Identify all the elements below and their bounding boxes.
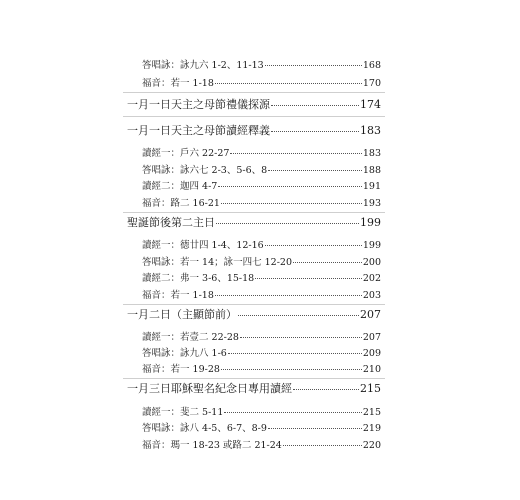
toc-entry-title: 讀經一：斐二 5-11: [142, 407, 224, 418]
section-divider: [123, 304, 385, 305]
leader-dots: [240, 337, 362, 338]
leader-dots: [218, 186, 362, 187]
leader-dots: [238, 315, 359, 316]
leader-dots: [230, 153, 361, 154]
toc-entry-title: 福音：若一 1-18: [142, 290, 214, 301]
section-divider: [123, 378, 385, 379]
toc-heading-title: 一月一日天主之母節禮儀探源: [127, 98, 270, 111]
leader-dots: [221, 203, 362, 204]
leader-dots: [283, 445, 362, 446]
leader-dots: [255, 278, 362, 279]
toc-heading-title: 一月二日（主顯節前）: [127, 308, 237, 321]
leader-dots: [293, 389, 359, 390]
toc-entry: [142, 407, 381, 419]
toc-entry: [142, 273, 381, 285]
toc-entry: [142, 290, 381, 302]
toc-entry-page: 202: [362, 273, 381, 284]
toc-entry-title: 答唱詠：詠八 4-5、6-7、8-9: [142, 423, 267, 434]
toc-section-heading: [127, 383, 381, 395]
toc-section-heading: [127, 125, 381, 137]
toc-entry-title: 福音：瑪一 18-23 或路二 21-24: [142, 440, 282, 451]
toc-heading-page: 207: [360, 308, 381, 321]
toc-entry: [142, 348, 381, 360]
leader-dots: [216, 223, 359, 224]
toc-entry: [142, 165, 381, 177]
toc-entry-page: 215: [362, 407, 381, 418]
toc-heading-page: 199: [360, 216, 381, 229]
toc-entry-title: 讀經一：德廿四 1-4、12-16: [142, 240, 264, 251]
section-divider: [123, 116, 385, 117]
toc-heading-page: 174: [360, 98, 381, 111]
leader-dots: [271, 131, 359, 132]
toc-heading-title: 聖誕節後第二主日: [127, 216, 215, 229]
toc-entry: [142, 148, 381, 160]
toc-entry: [142, 332, 381, 344]
section-divider: [123, 212, 385, 213]
toc-entry-page: 183: [362, 148, 381, 159]
toc-entry: [142, 364, 381, 376]
toc-entry-title: 讀經一：若壹二 22-28: [142, 332, 239, 343]
toc-entry: [142, 60, 381, 72]
toc-entry-page: 219: [362, 423, 381, 434]
toc-entry-title: 答唱詠：詠六七 2-3、5-6、8: [142, 165, 268, 176]
toc-entry-page: 209: [362, 348, 381, 359]
toc-entry-page: 200: [362, 257, 381, 268]
toc-section-heading: [127, 309, 381, 321]
toc-entry-page: 203: [362, 290, 381, 301]
leader-dots: [265, 65, 362, 66]
toc-entry-title: 讀經二：弗一 3-6、15-18: [142, 273, 255, 284]
leader-dots: [268, 170, 362, 171]
toc-entry-title: 福音：若一 19-28: [142, 364, 220, 375]
toc-entry-title: 答唱詠：詠九六 1-2、11-13: [142, 60, 264, 71]
toc-entry-page: 191: [362, 181, 381, 192]
toc-entry: [142, 181, 381, 193]
toc-entry-title: 答唱詠：若一 14；詠一四七 12-20: [142, 257, 293, 268]
toc-entry-page: 168: [362, 60, 381, 71]
toc-entry-page: 188: [362, 165, 381, 176]
leader-dots: [215, 83, 362, 84]
toc-entry: [142, 440, 381, 452]
toc-entry-page: 220: [362, 440, 381, 451]
toc-entry-page: 207: [362, 332, 381, 343]
toc-heading-title: 一月三日耶穌聖名紀念日專用讀經: [127, 382, 292, 395]
toc-section-heading: [127, 99, 381, 111]
toc-entry: [142, 240, 381, 252]
toc-entry: [142, 198, 381, 210]
leader-dots: [271, 105, 359, 106]
toc-heading-page: 215: [360, 382, 381, 395]
leader-dots: [215, 295, 362, 296]
toc-heading-page: 183: [360, 124, 381, 137]
toc-entry-title: 福音：若一 1-18: [142, 78, 214, 89]
leader-dots: [268, 428, 362, 429]
leader-dots: [224, 412, 361, 413]
toc-section-heading: [127, 217, 381, 229]
toc-entry-page: 199: [362, 240, 381, 251]
toc-entry-title: 答唱詠：詠九八 1-6: [142, 348, 227, 359]
toc-heading-title: 一月一日天主之母節讀經釋義: [127, 124, 270, 137]
leader-dots: [265, 245, 362, 246]
leader-dots: [221, 369, 362, 370]
toc-entry: [142, 257, 381, 269]
toc-entry-page: 193: [362, 198, 381, 209]
toc-entry-title: 讀經一：戶六 22-27: [142, 148, 230, 159]
leader-dots: [228, 353, 362, 354]
section-divider: [123, 92, 385, 93]
leader-dots: [293, 262, 362, 263]
toc-entry-title: 福音：路二 16-21: [142, 198, 220, 209]
toc-entry-page: 170: [362, 78, 381, 89]
toc-entry: [142, 78, 381, 90]
toc-entry: [142, 423, 381, 435]
toc-entry-title: 讀經二：迦四 4-7: [142, 181, 218, 192]
toc-entry-page: 210: [362, 364, 381, 375]
